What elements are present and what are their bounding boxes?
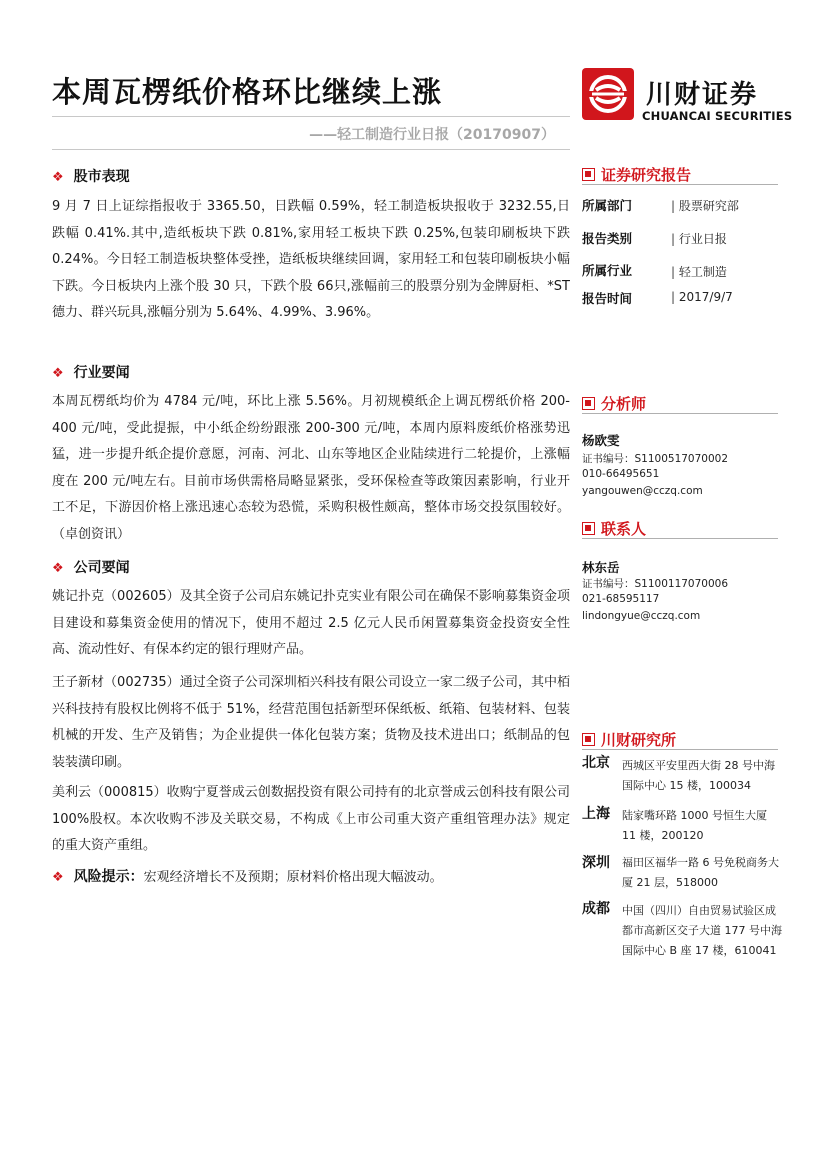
office-city-shenzhen: 深圳 [582,855,610,871]
office-address-beijing: 西城区平安里西大街 28 号中海国际中心 15 楼，100034 [622,759,775,792]
report-subtitle: ——轻工制造行业日报（20170907） [309,127,555,143]
section-heading-company: ❖ 公司要闻 [52,560,130,576]
diamond-bullet-icon: ❖ [52,170,64,185]
diamond-bullet-icon: ❖ [52,870,64,885]
sidebar-heading-contact: 联系人 [582,518,646,539]
meta-value-department: | 股票研究部 [671,197,739,214]
diamond-bullet-icon: ❖ [52,561,64,576]
analyst-phone: 010-66495651 [582,468,660,480]
sidebar-divider [582,413,778,414]
square-bullet-icon [582,168,595,181]
analyst-name: 杨欧雯 [582,433,620,448]
brand-name-en: CHUANCAI SECURITIES [642,109,793,123]
square-bullet-icon [582,733,595,746]
industry-paragraph: 本周瓦楞纸均价为 4784 元/吨，环比上涨 5.56%。月初规模纸企上调瓦楞纸价格 200-400 元/吨，受此提振，中小纸企纷纷跟涨 200-300 元/吨，本周内原料废纸价格涨势迅猛，进一步提升纸企提价意愿，河南、河北、山东等地区企业陆续进行二轮提价，上涨幅度在 200 元/吨左右。目前市场供需格局略显紧张，受环保检查等政策因素影响，行业开工不足，下游因价格上涨迅速心态较为恐慌，采购积极性颇高，整体市场交投氛围较好。（卓创资讯） [52,394,570,542]
header-divider-bottom [52,149,570,150]
company-news-item: 姚记扑克（002605）及其全资子公司启东姚记扑克实业有限公司在确保不影响募集资金项目建设和募集资金使用的情况下，使用不超过 2.5 亿元人民币闲置募集资金投资安全性高、流动性好、有保本约定的银行理财产品。 [52,589,570,657]
section-heading-industry: ❖ 行业要闻 [52,365,130,381]
meta-value-industry: | 轻工制造 [671,263,727,280]
section-heading-market: ❖ 股市表现 [52,169,130,185]
sidebar-heading-report: 证券研究报告 [582,164,691,185]
sidebar-divider [582,749,778,750]
analyst-email[interactable]: yangouwen@cczq.com [582,485,703,497]
office-city-beijing: 北京 [582,755,610,771]
office-city-chengdu: 成都 [582,901,610,917]
meta-value-date: | 2017/9/7 [671,290,733,304]
contact-cert: 证书编号：S1100117070006 [582,578,729,590]
contact-name: 林东岳 [582,560,620,575]
brand-logo-icon [582,68,634,120]
market-paragraph: 9 月 7 日上证综指报收于 3365.50，日跌幅 0.59%，轻工制造板块报收于 3232.55,日跌幅 0.41%.其中,造纸板块下跌 0.81%,家用轻工板块下跌 0.25%,包装印刷板块下跌 0.24%。今日轻工制造板块整体受挫，造纸板块继续回调，家用轻工和包装印刷板块小幅下跌。今日板块内上涨个股 30 只，下跌个股 66只,涨幅前三的股票分别为金牌厨柜、*ST 德力、群兴玩具,涨幅分别为 5.64%、4.99%、3.96%。 [52,199,570,320]
office-address-chengdu: 中国（四川）自由贸易试验区成都市高新区交子大道 177 号中海国际中心 B 座 17 楼，610041 [622,904,782,957]
meta-key-date: 报告时间 [582,291,633,306]
sidebar-divider [582,184,778,185]
report-title: 本周瓦楞纸价格环比继续上涨 [52,75,443,109]
office-address-shenzhen: 福田区福华一路 6 号免税商务大厦 21 层，518000 [622,856,779,889]
meta-key-category: 报告类别 [582,231,633,246]
office-address-shanghai: 陆家嘴环路 1000 号恒生大厦 11 楼，200120 [622,809,767,842]
square-bullet-icon [582,397,595,410]
square-bullet-icon [582,522,595,535]
contact-email[interactable]: lindongyue@cczq.com [582,610,701,622]
meta-key-industry: 所属行业 [582,263,633,278]
sidebar-heading-institute: 川财研究所 [582,729,676,750]
company-news-item: 美利云（000815）收购宁夏誉成云创数据投资有限公司持有的北京誉成云创科技有限公司100%股权。本次收购不涉及关联交易，不构成《上市公司重大资产重组管理办法》规定的重大资产重组。 [52,785,570,853]
office-city-shanghai: 上海 [582,806,610,822]
brand-name-cn: 川财证券 [646,80,759,110]
risk-warning: ❖ 风险提示：宏观经济增长不及预期；原材料价格出现大幅波动。 [52,869,443,885]
company-news-item: 王子新材（002735）通过全资子公司深圳栢兴科技有限公司设立一家二级子公司，其中栢兴科技持有股权比例将不低于 51%，经营范围包括新型环保纸板、纸箱、包装材料、包装机械的开发、生产及销售；为企业提供一体化包装方案；货物及技术进出口；纸制品的包装装潢印刷。 [52,675,570,770]
meta-key-department: 所属部门 [582,198,633,213]
analyst-cert: 证书编号：S1100517070002 [582,453,729,465]
header-divider [52,116,570,117]
sidebar-heading-analyst: 分析师 [582,393,646,414]
diamond-bullet-icon: ❖ [52,366,64,381]
meta-value-category: | 行业日报 [671,230,727,247]
contact-phone: 021-68595117 [582,593,660,605]
sidebar-divider [582,538,778,539]
